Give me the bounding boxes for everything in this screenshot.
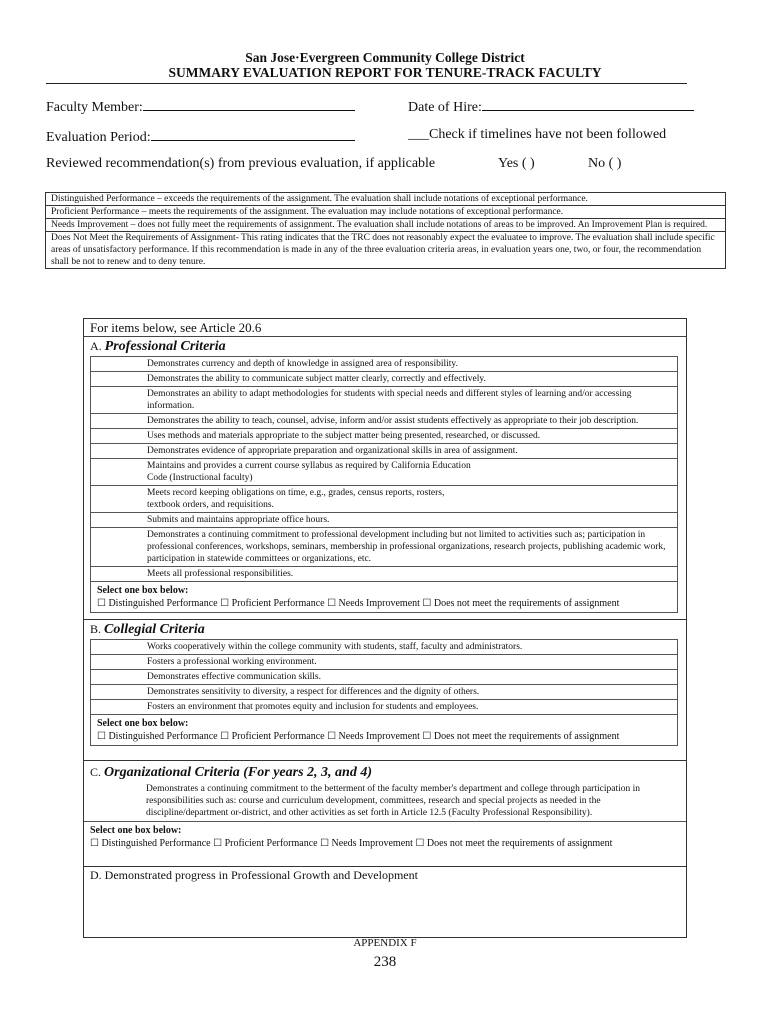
criteria-item: Demonstrates the ability to teach, counsel, advise, inform and/or assist students effectively as appropriate to their job description.: [91, 413, 677, 428]
criteria-item: Fosters a professional working environment.: [91, 654, 677, 669]
criteria-form: [83, 318, 687, 938]
criteria-item: Demonstrates the ability to communicate subject matter clearly, correctly and effectively.: [91, 371, 677, 386]
section-c-select[interactable]: [84, 821, 686, 852]
faculty-member-row: [46, 97, 355, 116]
section-a-select[interactable]: [91, 581, 677, 612]
criteria-item: Demonstrates effective communication skills.: [91, 669, 677, 684]
performance-legend: [45, 192, 726, 269]
evaluation-period-row: [46, 127, 355, 146]
faculty-member-label: Faculty Member:: [46, 100, 143, 115]
rating-options[interactable]: ☐ Distinguished Performance ☐ Proficient Performance ☐ Needs Improvement ☐ Does not meet the requirements of assignment: [97, 598, 620, 609]
section-b-title: Collegial Criteria: [104, 622, 205, 637]
select-label: Select one box below:: [90, 825, 182, 836]
yes-option[interactable]: Yes ( ): [498, 156, 535, 171]
evaluation-period-label: Evaluation Period:: [46, 130, 151, 145]
faculty-member-field[interactable]: [143, 97, 355, 111]
section-b: [84, 619, 686, 746]
date-of-hire-label: Date of Hire:: [408, 100, 482, 115]
district-name: San Jose·Evergreen Community College District: [245, 50, 525, 65]
select-label: Select one box below:: [97, 718, 189, 729]
section-c-title: Organizational Criteria (For years 2, 3, and 4): [104, 765, 372, 780]
select-label: Select one box below:: [97, 585, 189, 596]
criteria-item: Uses methods and materials appropriate to the subject matter being presented, researched, or discussed.: [91, 428, 677, 443]
section-a-title: Professional Criteria: [104, 339, 226, 354]
criteria-item: Demonstrates sensitivity to diversity, a respect for differences and the dignity of others.: [91, 684, 677, 699]
criteria-item: Maintains and provides a current course syllabus as required by California Education Code (Instructional faculty): [91, 458, 677, 485]
section-c: [84, 760, 686, 852]
legend-does-not-meet: Does Not Meet the Requirements of Assignment- This rating indicates that the TRC does not reasonably expect the evaluatee to improve. The evaluation shall include specific areas of unsatisfactory performance. If this recommendation is made in any of the three evaluation criteria areas, in evaluation years one, two, or four, the recommendation shall be not to renew and to deny tenure.: [51, 233, 715, 267]
criteria-item: Fosters an environment that promotes equity and inclusion for students and employees.: [91, 699, 677, 714]
section-a-heading: [84, 337, 686, 356]
date-of-hire-row: [408, 97, 694, 116]
criteria-item: Demonstrates a continuing commitment to professional development including but not limited to activities such as; participation in professional conferences, workshops, seminars, membership in professional organizations, research projects, publishing academic work, participation in statewide committees or organizations, etc.: [91, 527, 677, 566]
section-b-letter: B.: [90, 622, 102, 636]
section-b-list: [90, 639, 678, 746]
legend-distinguished: Distinguished Performance – exceeds the requirements of the assignment. The evaluation shall include notations of exceptional performance.: [46, 193, 725, 206]
section-c-text: Demonstrates a continuing commitment to the betterment of the faculty member's department and college through participation in responsibilities such as: course and curriculum development, committees, research and special projects as needed in the discipline/department or-district, and other activities as set forth in Article 12.5 (Faculty Professional Responsibility).: [146, 784, 640, 818]
criteria-item: Demonstrates evidence of appropriate preparation and organizational skills in area of assignment.: [91, 443, 677, 458]
items-header: For items below, see Article 20.6: [84, 319, 686, 337]
criteria-item: Demonstrates an ability to adapt methodologies for students with special needs and different styles of learning and/or accessing information.: [91, 386, 677, 413]
report-title: SUMMARY EVALUATION REPORT FOR TENURE-TRACK FACULTY: [168, 65, 602, 80]
section-c-letter: C.: [90, 765, 102, 779]
timeline-check[interactable]: ___Check if timelines have not been followed: [408, 127, 667, 142]
criteria-item: Meets all professional responsibilities.: [91, 566, 677, 581]
section-b-select[interactable]: [91, 714, 677, 745]
appendix-label: APPENDIX F: [353, 937, 417, 949]
section-a-list: [90, 356, 678, 613]
section-c-heading: [84, 761, 686, 783]
section-b-heading: [84, 620, 686, 639]
title-rule: [46, 83, 687, 84]
criteria-item: Submits and maintains appropriate office hours.: [91, 512, 677, 527]
rating-options[interactable]: ☐ Distinguished Performance ☐ Proficient Performance ☐ Needs Improvement ☐ Does not meet the requirements of assignment: [90, 838, 613, 849]
reviewed-recommendation: Reviewed recommendation(s) from previous evaluation, if applicable: [46, 156, 436, 171]
page-number: 238: [373, 954, 397, 970]
no-option[interactable]: No ( ): [588, 156, 622, 171]
criteria-item: Demonstrates currency and depth of knowledge in assigned area of responsibility.: [147, 359, 458, 369]
section-a-letter: A.: [90, 339, 102, 353]
legend-needs-improvement: Needs Improvement – does not fully meet the requirements of assignment. The evaluation shall include notations of areas to be improved. An Improvement Plan is required.: [46, 219, 725, 232]
criteria-item: Works cooperatively within the college community with students, staff, faculty and administrators.: [147, 642, 523, 652]
section-d: D. Demonstrated progress in Professional Growth and Development: [84, 866, 686, 884]
rating-options[interactable]: ☐ Distinguished Performance ☐ Proficient Performance ☐ Needs Improvement ☐ Does not meet the requirements of assignment: [97, 731, 620, 742]
criteria-item: Meets record keeping obligations on time, e.g., grades, census reports, rosters, textbook orders, and requisitions.: [91, 485, 677, 512]
date-of-hire-field[interactable]: [482, 97, 694, 111]
legend-proficient: Proficient Performance – meets the requirements of the assignment. The evaluation may include notations of exceptional performance.: [46, 206, 725, 219]
evaluation-period-field[interactable]: [151, 127, 355, 141]
